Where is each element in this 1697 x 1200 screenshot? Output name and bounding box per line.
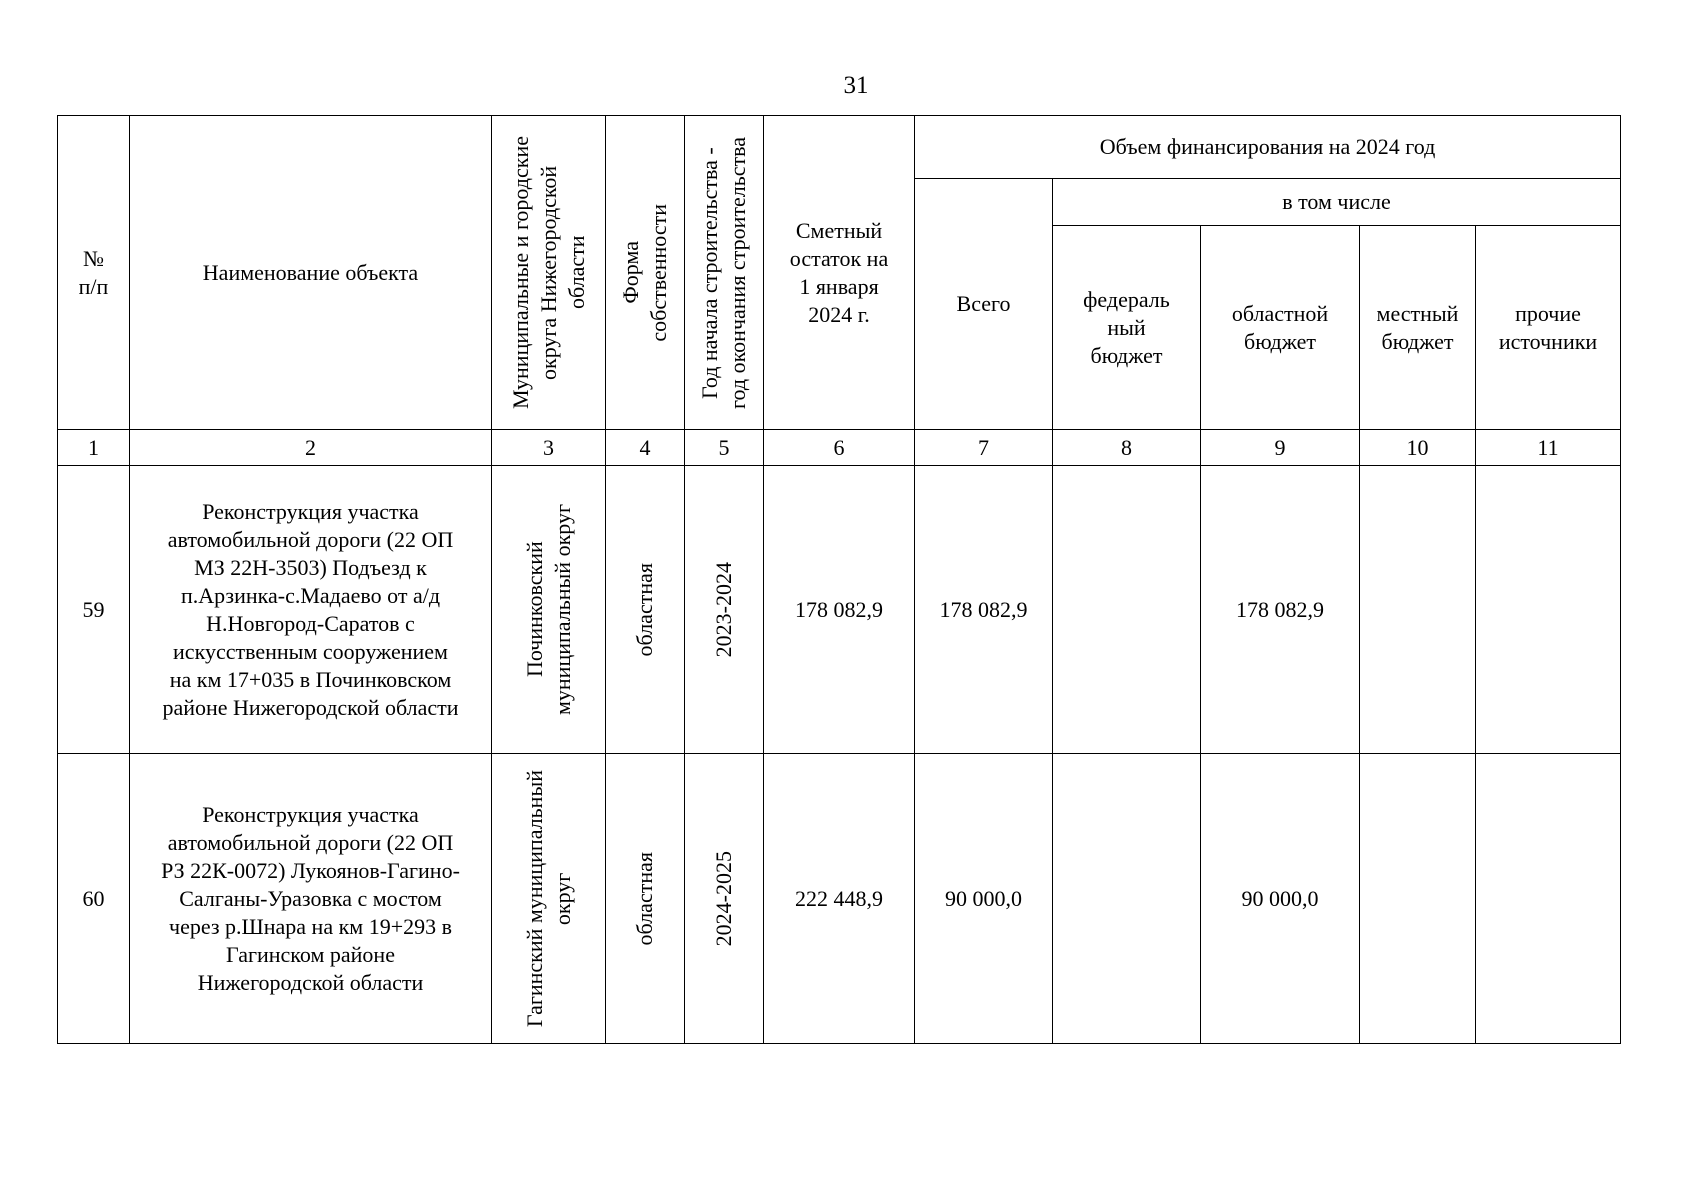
row-local	[1360, 754, 1476, 1044]
row-total: 90 000,0	[915, 754, 1053, 1044]
header-row-1	[58, 116, 1621, 179]
header-num: № п/п	[58, 116, 130, 430]
header-funding: Объем финансирования на 2024 год	[915, 116, 1621, 179]
column-number: 3	[492, 430, 606, 466]
header-years: Год начала строительства - год окончания строительства	[685, 116, 764, 430]
financing-table	[57, 115, 1621, 1044]
row-municipal: Починковский муниципальный округ	[492, 466, 606, 754]
row-ownership: областная	[606, 754, 685, 1044]
row-local	[1360, 466, 1476, 754]
row-num: 60	[58, 754, 130, 1044]
row-federal	[1053, 754, 1201, 1044]
header-including: в том числе	[1053, 179, 1621, 226]
row-num: 59	[58, 466, 130, 754]
column-number: 9	[1201, 430, 1360, 466]
column-number-row	[58, 430, 1621, 466]
table-row	[58, 466, 1621, 754]
header-federal: федераль ный бюджет	[1053, 226, 1201, 430]
header-other: прочие источники	[1476, 226, 1621, 430]
header-local: местный бюджет	[1360, 226, 1476, 430]
column-number: 1	[58, 430, 130, 466]
header-ownership: Форма собственности	[606, 116, 685, 430]
row-regional: 90 000,0	[1201, 754, 1360, 1044]
table-row	[58, 754, 1621, 1044]
column-number: 4	[606, 430, 685, 466]
column-number: 5	[685, 430, 764, 466]
row-object-name: Реконструкция участка автомобильной дороги (22 ОП РЗ 22К-0072) Лукоянов-Гагино- Салганы-Уразовка с мостом через р.Шнара на км 19+293 в Гагинском районе Нижегородской области	[130, 754, 492, 1044]
row-other	[1476, 754, 1621, 1044]
column-number: 10	[1360, 430, 1476, 466]
row-years: 2024-2025	[685, 754, 764, 1044]
column-number: 6	[764, 430, 915, 466]
row-object-name: Реконструкция участка автомобильной дороги (22 ОП МЗ 22Н-3503) Подъезд к п.Арзинка-с.Мадаево от а/д Н.Новгород-Саратов с искусственным сооружением на км 17+035 в Починковском районе Нижегородской области	[130, 466, 492, 754]
header-municipal: Муниципальные и городские округа Нижегородской области	[492, 116, 606, 430]
column-number: 11	[1476, 430, 1621, 466]
row-balance: 178 082,9	[764, 466, 915, 754]
header-total: Всего	[915, 179, 1053, 430]
column-number: 2	[130, 430, 492, 466]
header-name: Наименование объекта	[130, 116, 492, 430]
column-number: 7	[915, 430, 1053, 466]
page-number: 31	[843, 72, 869, 99]
row-balance: 222 448,9	[764, 754, 915, 1044]
row-municipal: Гагинский муниципальный округ	[492, 754, 606, 1044]
row-years: 2023-2024	[685, 466, 764, 754]
row-federal	[1053, 466, 1201, 754]
header-regional: областной бюджет	[1201, 226, 1360, 430]
header-balance: Сметный остаток на 1 января 2024 г.	[764, 116, 915, 430]
row-ownership: областная	[606, 466, 685, 754]
row-regional: 178 082,9	[1201, 466, 1360, 754]
row-other	[1476, 466, 1621, 754]
row-total: 178 082,9	[915, 466, 1053, 754]
column-number: 8	[1053, 430, 1201, 466]
